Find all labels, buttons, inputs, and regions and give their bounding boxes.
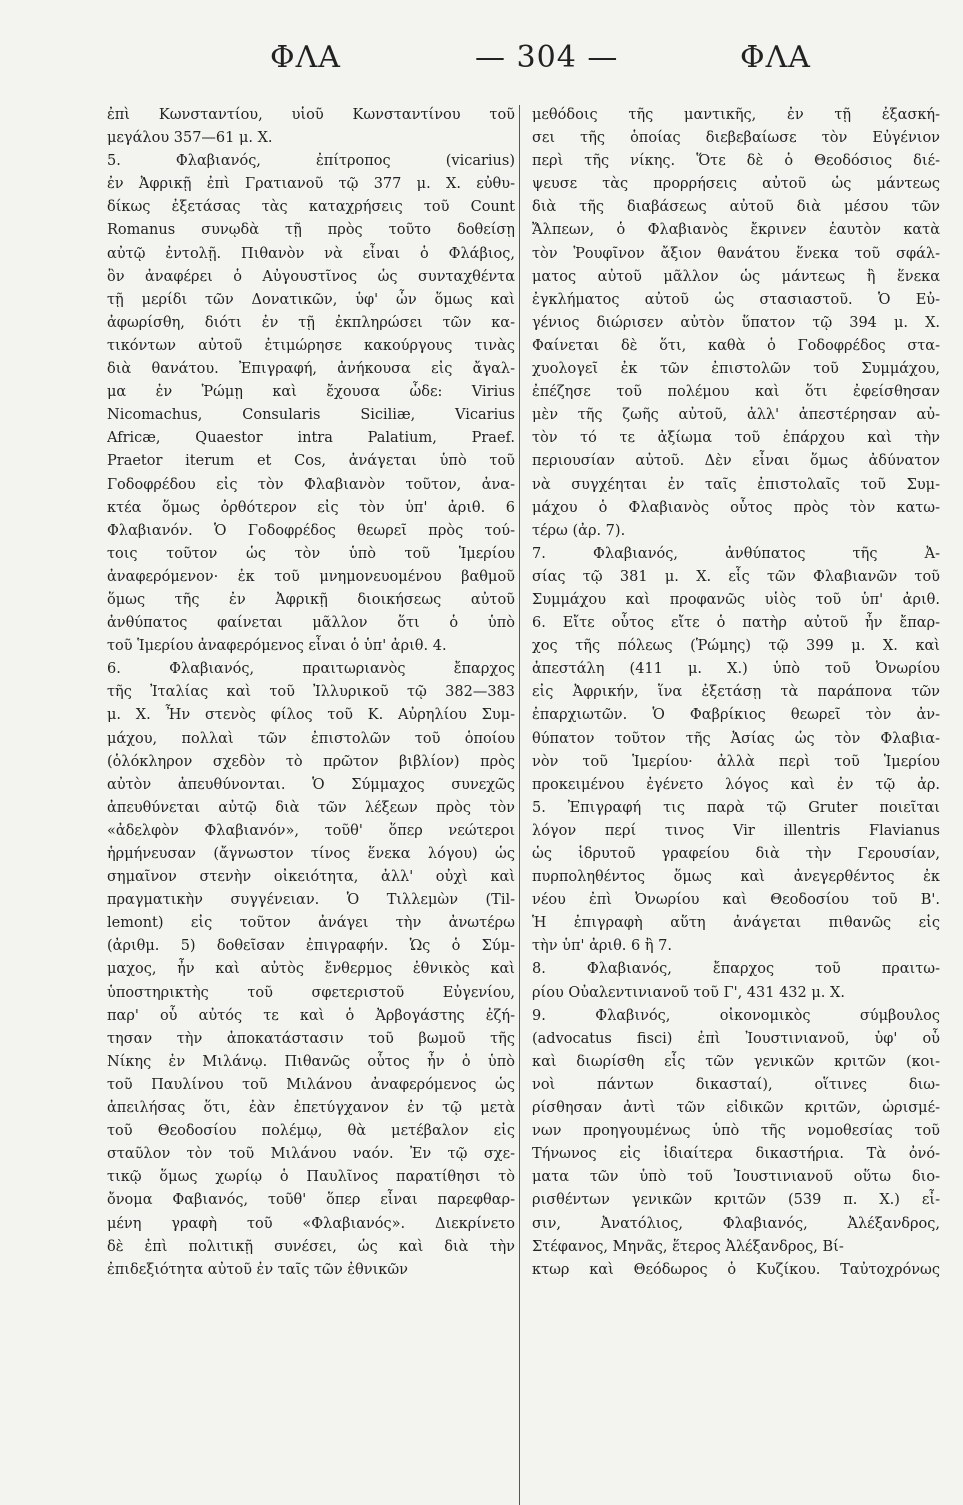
text-line: νων προηγουμένως ὑπὸ τῆς νομοθεσίας τοῦ [532,1123,940,1140]
text-line: νὰ συγχέηται ἐν ταῖς ἐπιστολαῖς τοῦ Συμ- [532,476,940,493]
text-line: Ἄλπεων, ὁ Φλαβιανὸς ἔκρινεν ἑαυτὸν κατὰ [532,222,940,239]
text-line: ὑποστηρικτὴς τοῦ σφετεριστοῦ Εὐγενίου, [107,984,515,1001]
text-line: παρ' οὗ αὐτός τε καὶ ὁ Ἀρβογάστης ἐζή- [107,1007,515,1024]
page-header [100,32,873,92]
text-line: χυολογεῖ ἐκ τῶν ἐπιστολῶν τοῦ Συμμάχου, [532,361,940,378]
text-line: ὃν ἀναφέρει ὁ Αὐγουστῖνος ὡς συνταχθέντα [107,268,515,285]
column-divider [519,105,520,1505]
text-line: μαχος, ἦν καὶ αὐτὸς ἔνθερμος ἐθνικὸς καὶ [107,961,515,978]
text-line: 9. Φλαβινός, οἰκονομικὸς σύμβουλος [532,1007,940,1024]
text-line: τὸν τό τε ἀξίωμα τοῦ ἐπάρχου καὶ τὴν [532,430,940,447]
text-line: (ἀριθμ. 5) δοθεῖσαν ἐπιγραφήν. Ὡς ὁ Σύμ- [107,938,515,955]
text-line: Γοδοφρέδου εἰς τὸν Φλαβιανὸν τοῦτον, ἀνα- [107,476,515,493]
text-line: τῇ μερίδι τῶν Δονατικῶν, ὑφ' ὧν ὅμως καὶ [107,291,515,308]
text-line: 8. Φλαβιανός, ἔπαρχος τοῦ πραιτω- [532,961,940,978]
text-line: ἐπαρχιωτῶν. Ὁ Φαβρίκιος θεωρεῖ τὸν ἀν- [532,707,940,724]
text-line: Africæ, Quaestor intra Palatium, Praef. [107,430,515,447]
text-line: σίας τῷ 381 μ. Χ. εἷς τῶν Φλαβιανῶν τοῦ [532,568,940,585]
text-line: ἐπὶ Κωνσταντίου, υἱοῦ Κωνσταντίνου τοῦ [107,107,515,123]
text-line: 7. Φλαβιανός, ἀνθύπατος τῆς Ἀ- [532,545,940,562]
text-line: τέρω (ἀρ. 7). [532,522,626,539]
text-line: Φαίνεται δὲ ὅτι, καθὰ ὁ Γοδοφρέδος στα- [532,337,940,354]
text-line: καὶ διωρίσθη εἷς τῶν γενικῶν κριτῶν (κοι- [532,1053,940,1070]
text-line: Romanus συνῳδὰ τῇ πρὸς τοῦτο δοθείσῃ [107,222,515,239]
text-line: τοῦ Παυλίνου τοῦ Μιλάνου ἀναφερόμενος ὡς [107,1076,515,1093]
text-line: (advocatus fisci) ἐπὶ Ἰουστινιανοῦ, ὑφ' οὗ [532,1030,940,1047]
text-line: χος τῆς πόλεως (Ῥώμης) τῷ 399 μ. Χ. καὶ [532,638,940,655]
text-line: τησαν τὴν ἀποκατάστασιν τοῦ βωμοῦ τῆς [107,1030,515,1047]
text-line: μεγάλου 357—61 μ. Χ. [107,130,273,147]
text-line: ἐγκλήματος αὐτοῦ ὡς στασιαστοῦ. Ὁ Εὐ- [532,291,940,308]
text-line: 5. Φλαβιανός, ἐπίτροπος (vicarius) [107,153,515,170]
text-line: Ἡ ἐπιγραφὴ αὕτη ἀνάγεται πιθανῶς εἰς [532,915,940,932]
text-line: πραγματικὴν συγγένειαν. Ὁ Τιλλεμὼν (Til- [107,892,515,909]
text-line: «ἀδελφὸν Φλαβιανόν», τοῦθ' ὅπερ νεώτεροι [107,822,515,839]
text-line: λόγον περί τινος Vir illentris Flavianus [532,822,940,839]
text-line: κτέα ὅμως ὀρθότερον εἰς τὸν ὑπ' ἀριθ. 6 [107,499,515,516]
text-line: ρισθέντων γενικῶν κριτῶν (539 π. Χ.) εἶ- [532,1192,940,1209]
text-line: ἀπεστάλη (411 μ. Χ.) ὑπὸ τοῦ Ὀνωρίου [532,661,940,678]
text-line: εἰς Ἀφρικήν, ἵνα ἐξετάσῃ τὰ παράπονα τῶν [532,684,940,701]
page-number: — 304 — [475,40,619,75]
text-line: θύπατον τοῦτον τῆς Ἀσίας ὡς τὸν Φλαβια- [532,730,940,747]
text-line: ὡς ἱδρυτοῦ γραφείου διὰ τὴν Γερουσίαν, [532,846,940,862]
text-line: περὶ τῆς νίκης. Ὅτε δὲ ὁ Θεοδόσιος διέ- [532,153,940,170]
text-line: Praetor iterum et Cos, ἀνάγεται ὑπὸ τοῦ [107,453,515,470]
text-line: ἀφωρίσθη, διότι ἐν τῇ ἐκπληρώσει τῶν κα- [107,314,515,331]
text-line: Συμμάχου καὶ προφανῶς υἱὸς τοῦ ὑπ' ἀριθ. [532,591,940,608]
text-line: τικῷ ὅμως χωρίῳ ὁ Παυλῖνος παρατίθησι τὸ [107,1169,515,1186]
right-column [532,104,940,1282]
text-line: Νίκης ἐν Μιλάνῳ. Πιθανῶς οὗτος ἦν ὁ ὑπὸ [107,1053,515,1070]
text-line: τικόντων αὐτοῦ ἐτιμώρησε κακούργους τινὰς [107,337,515,354]
text-line: Nicomachus, Consularis Siciliæ, Vicarius [107,407,515,424]
text-line: Φλαβιανόν. Ὁ Γοδοφρέδος θεωρεῖ πρὸς τού- [107,522,515,539]
text-line: γένιος διώρισεν αὐτὸν ὕπατον τῷ 394 μ. Χ. [532,314,940,331]
text-line: μένη γραφὴ τοῦ «Φλαβιανός». Διεκρίνετο [107,1215,515,1232]
text-line: αὐτῷ ἐντολῇ. Πιθανὸν νὰ εἶναι ὁ Φλάβιος, [107,245,515,262]
left-column [107,104,515,1282]
text-line: 6. Εἴτε οὗτος εἴτε ὁ πατὴρ αὐτοῦ ἦν ἔπαρ- [532,615,940,632]
text-line: νὸν τοῦ Ἱμερίου· ἀλλὰ περὶ τοῦ Ἱμερίου [532,753,940,770]
text-line: μεθόδοις τῆς μαντικῆς, ἐν τῇ ἐξασκή- [532,107,940,123]
text-line: ἐν Ἀφρικῇ ἐπὶ Γρατιανοῦ τῷ 377 μ. Χ. εὐθυ- [107,176,515,193]
text-line: διὰ θανάτου. Ἐπιγραφή, ἀνήκουσα εἰς ἄγαλ- [107,361,515,378]
text-line: ματος αὐτοῦ μᾶλλον ὡς μάντεως ἢ ἕνεκα [532,268,940,285]
text-line: μ. Χ. Ἦν στενὸς φίλος τοῦ Κ. Αὐρηλίου Συμ- [107,707,515,724]
text-line: μάχου, πολλαὶ τῶν ἐπιστολῶν τοῦ ὁποίου [107,730,515,747]
text-line: μὲν τῆς ζωῆς αὐτοῦ, ἀλλ' ἀπεστέρησαν αὐ- [532,407,940,424]
text-line: σταῦλον τὸν τοῦ Μιλάνου ναόν. Ἐν τῷ σχε- [107,1146,515,1163]
text-line: 5. Ἐπιγραφή τις παρὰ τῷ Gruter ποιεῖται [532,799,940,816]
text-line: μάχου ὁ Φλαβιανὸς οὗτος πρὸς τὸν κατω- [532,499,940,516]
text-line: ἀπευθύνεται αὐτῷ διὰ τῶν λέξεων πρὸς τὸν [107,799,515,816]
text-line: ὄνομα Φαβιανός, τοῦθ' ὅπερ εἶναι παρεφθαρ- [107,1192,515,1209]
text-line: κτωρ καὶ Θεόδωρος ὁ Κυζίκου. Ταὐτοχρόνως [532,1261,940,1278]
text-line: τοῦ Ἱμερίου ἀναφερόμενος εἶναι ὁ ὑπ' ἀριθ. 4. [107,638,447,655]
text-line: ἐπιδεξιότητα αὐτοῦ ἐν ταῖς τῶν ἐθνικῶν [107,1261,408,1278]
header-right-title: ΦΛΑ [740,40,811,75]
text-line: προκειμένου ἐγένετο λόγος καὶ ἐν τῷ ἀρ. [532,776,940,793]
text-line: τὴν ὑπ' ἀριθ. 6 ἢ 7. [532,938,672,955]
header-left-title: ΦΛΑ [270,40,341,75]
text-line: τοῦ Θεοδοσίου πολέμῳ, θὰ μετέβαλον εἰς [107,1123,515,1140]
text-line: ὅμως τῆς ἐν Ἀφρικῇ διοικήσεως αὐτοῦ [107,591,515,608]
text-line: σιν, Ἀνατόλιος, Φλαβιανός, Ἀλέξανδρος, [532,1215,940,1232]
text-line: σει τῆς ὁποίας διεβεβαίωσε τὸν Εὐγένιον [532,130,940,147]
text-line: ψευσε τὰς προρρήσεις αὐτοῦ ὡς μάντεως [532,176,940,193]
text-line: ἐπέζησε τοῦ πολέμου καὶ ὅτι ἐφείσθησαν [532,384,940,401]
text-line: πυρποληθέντος ὅμως καὶ ἀνεγερθέντος ἐκ [532,869,940,886]
text-line: δίκως ἐξετάσας τὰς καταχρήσεις τοῦ Count [107,199,515,216]
text-line: 6. Φλαβιανός, πραιτωριανὸς ἔπαρχος [107,661,515,678]
text-line: ἡρμήνευσαν (ἄγνωστον τίνος ἕνεκα λόγου) ὡς [107,846,515,862]
text-line: σημαῖνον στενὴν οἰκειότητα, ἀλλ' οὐχὶ καὶ [107,869,515,886]
text-line: lemont) εἰς τοῦτον ἀνάγει τὴν ἀνωτέρω [107,915,515,932]
text-line: ρίου Οὐαλεντινιανοῦ τοῦ Γ', 431 432 μ. Χ. [532,984,845,1001]
text-line: διὰ τῆς διαβάσεως αὐτοῦ διὰ μέσου τῶν [532,199,940,216]
text-line: περιουσίαν αὐτοῦ. Δὲν εἶναι ὅμως ἀδύνατον [532,453,940,470]
text-line: τὸν Ῥουφῖνον ἄξιον θανάτου ἕνεκα τοῦ σφάλ- [532,245,940,262]
text-line: νέου ἐπὶ Ὀνωρίου καὶ Θεοδοσίου τοῦ Β'. [532,892,940,909]
text-line: νοὶ πάντων δικασταί), οἵτινες διω- [532,1076,940,1093]
text-line: ἀναφερόμενον· ἐκ τοῦ μνημονευομένου βαθμοῦ [107,568,515,585]
text-line: δὲ ἐπὶ πολιτικῇ συνέσει, ὡς καὶ διὰ τὴν [107,1238,515,1255]
text-line: ματα τῶν ὑπὸ τοῦ Ἰουστινιανοῦ οὕτω διο- [532,1169,940,1186]
text-line: τῆς Ἰταλίας καὶ τοῦ Ἰλλυρικοῦ τῷ 382—383 [107,684,515,701]
text-line: τοις τοῦτον ὡς τὸν ὑπὸ τοῦ Ἱμερίου [107,545,515,562]
text-line: αὐτὸν ἀπευθύνονται. Ὁ Σύμμαχος συνεχῶς [107,776,515,793]
text-line: (ὁλόκληρον σχεδὸν τὸ πρῶτον βιβλίον) πρὸς [107,753,515,770]
text-line: Τήνωνος εἰς ἰδιαίτερα δικαστήρια. Τὰ ὀνό- [532,1146,940,1163]
text-line: ἀνθύπατος φαίνεται μᾶλλον ὅτι ὁ ὑπὸ [107,615,515,632]
text-line: ρίσθησαν ἀντὶ τῶν εἰδικῶν κριτῶν, ὡρισμέ- [532,1100,940,1117]
text-line: Στέφανος, Μηνᾶς, ἕτερος Ἀλέξανδρος, Βί- [532,1238,844,1255]
text-line: μα ἐν Ῥώμῃ καὶ ἔχουσα ὧδε: Virius [107,384,515,401]
text-line: ἀπειλήσας ὅτι, ἐὰν ἐπετύγχανον ἐν τῷ μετὰ [107,1100,515,1117]
